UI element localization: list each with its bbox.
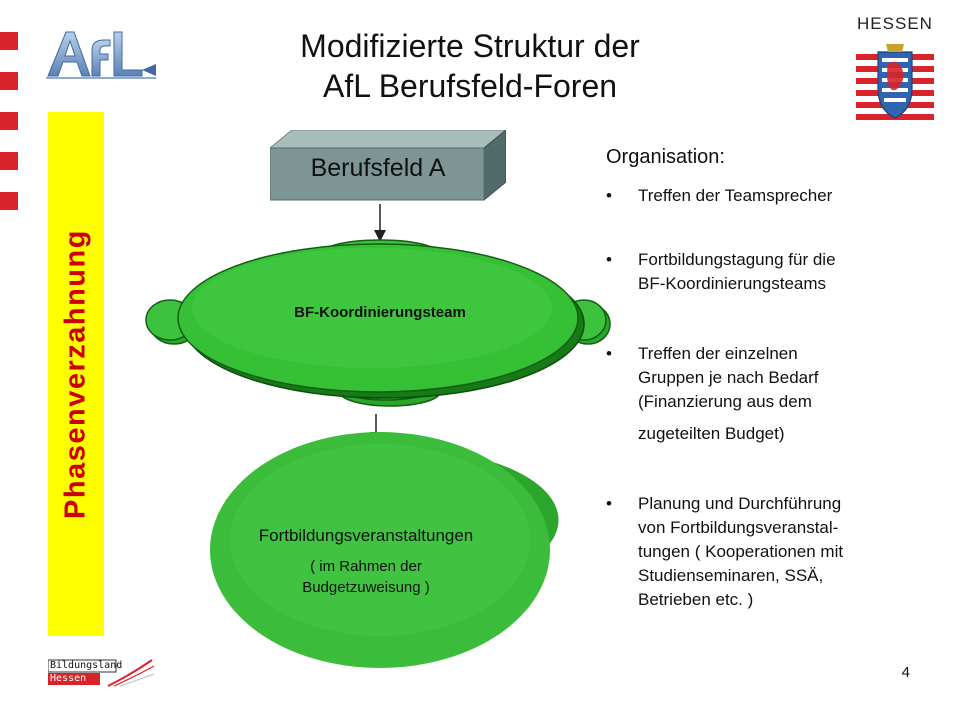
title-line-1: Modifizierte Struktur der (300, 28, 640, 64)
list-item-line: Studienseminaren, SSÄ, (638, 566, 824, 585)
list-item-line: Treffen der Teamsprecher (638, 186, 833, 205)
afl-logo (44, 26, 160, 82)
bullet-icon: • (606, 250, 612, 269)
list-item-line: Fortbildungstagung für die (638, 250, 836, 269)
page-title (190, 26, 750, 106)
phase-label: Phasenverzahnung (59, 229, 92, 519)
list-item (606, 342, 946, 446)
bullet-icon: • (606, 344, 612, 363)
red-stripe-square (0, 152, 18, 170)
bullet-icon: • (606, 494, 612, 513)
bildungsland-logo (48, 658, 156, 688)
koordinierungsteam-label: BF-Koordinierungsteam (294, 304, 466, 321)
list-item-line: BF-Koordinierungsteams (638, 274, 827, 293)
list-item (606, 248, 946, 296)
red-stripe-square (0, 192, 18, 210)
list-item-line: Betrieben etc. ) (638, 590, 754, 609)
bildungsland-text: Bildungsland (50, 660, 123, 671)
red-stripe-square (0, 72, 18, 90)
berufsfeld-label: Berufsfeld A (310, 154, 446, 182)
bullet-icon: • (606, 186, 612, 205)
fortbildung-sublabel (206, 556, 526, 598)
hessen-logo-text: Hessen (50, 673, 87, 684)
list-item-line: tungen ( Kooperationen mit (638, 542, 844, 561)
fortbildung-sub-line-2: Budgetzuweisung ) (302, 579, 430, 596)
hessen-crest (852, 14, 938, 128)
title-line-2: AfL Berufsfeld-Foren (322, 68, 618, 104)
organisation-list (606, 184, 946, 612)
fortbildung-sub-line-1: ( im Rahmen der (310, 558, 422, 575)
crest-text: HESSEN (857, 14, 933, 33)
fortbildung-label: Fortbildungsveranstaltungen (258, 526, 474, 545)
list-item (606, 184, 946, 208)
berufsfeld-box (270, 130, 506, 202)
structure-diagram (140, 200, 620, 670)
list-item-line: zugeteilten Budget) (638, 424, 785, 443)
list-item-line: Gruppen je nach Bedarf (638, 368, 819, 387)
list-item-line: (Finanzierung aus dem (638, 392, 812, 411)
page-number: 4 (901, 664, 910, 681)
list-item (606, 492, 946, 612)
red-stripe-square (0, 32, 18, 50)
list-item-line: von Fortbildungsveranstal- (638, 518, 839, 537)
list-item-line: Treffen der einzelnen (638, 344, 798, 363)
phase-bar (48, 112, 104, 636)
organisation-heading: Organisation: (606, 146, 725, 168)
red-stripe-square (0, 112, 18, 130)
list-item-line: Planung und Durchführung (638, 494, 842, 513)
